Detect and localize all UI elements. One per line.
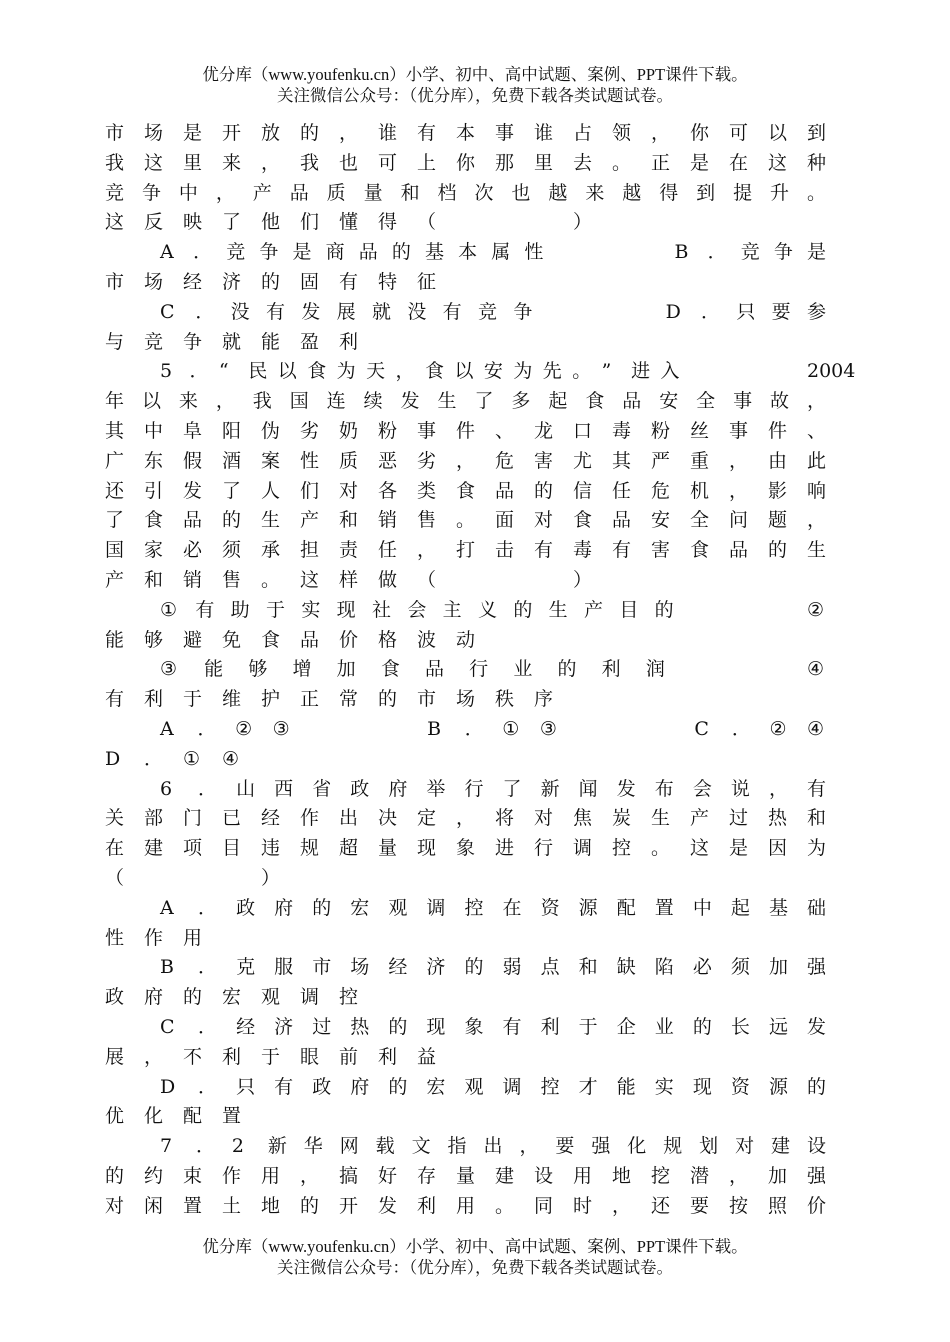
header-line-1: 优分库（www.youfenku.cn）小学、初中、高中试题、案例、PPT课件下载。 [202, 65, 748, 84]
header-line-2: 关注微信公众号：（优分库），免费下载各类试题试卷。 [277, 86, 673, 105]
page-footer [0, 1236, 950, 1278]
footer-line-2: 关注微信公众号：（优分库），免费下载各类试题试卷。 [277, 1258, 673, 1277]
footer-line-1: 优分库（www.youfenku.cn）小学、初中、高中试题、案例、PPT课件下载。 [202, 1237, 748, 1256]
page-header [0, 64, 950, 106]
